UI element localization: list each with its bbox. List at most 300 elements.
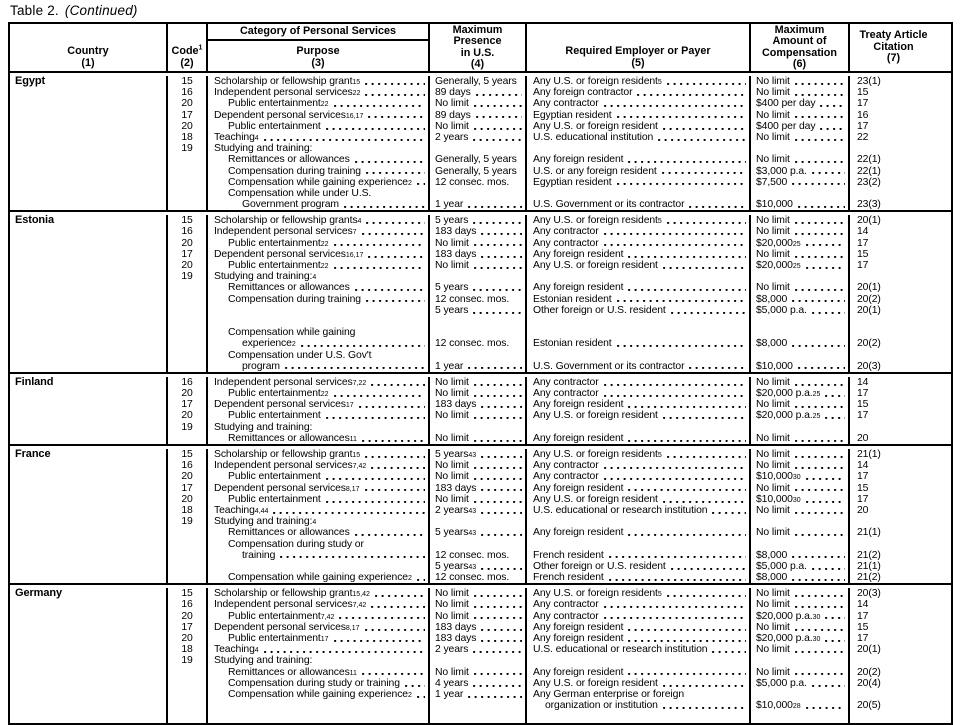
dot-leader — [628, 629, 746, 631]
cell-citation — [848, 422, 937, 433]
cell-citation: 20(1) — [848, 215, 937, 226]
cell-presence: 183 days — [428, 249, 525, 260]
cell-citation: 17 — [848, 410, 937, 421]
cell-amount — [749, 539, 848, 550]
cell-presence: 89 days — [428, 110, 525, 121]
cell-citation — [848, 689, 937, 700]
cell-citation: 20(3) — [848, 588, 937, 599]
cell-citation: 22(1) — [848, 166, 937, 177]
cell-amount: No limit — [749, 377, 848, 388]
cell-purpose: Independent personal services 7,22 — [206, 377, 428, 388]
cell-presence — [428, 350, 525, 361]
dot-leader — [820, 105, 845, 107]
cell-code: 20 — [166, 121, 206, 132]
cell-country — [10, 700, 166, 711]
cell-amount: No limit — [749, 154, 848, 165]
dot-leader — [795, 489, 845, 491]
cell-code — [166, 667, 206, 678]
dot-leader — [795, 83, 845, 85]
dot-leader — [806, 244, 845, 246]
cell-country — [10, 338, 166, 349]
dot-leader — [825, 417, 845, 419]
cell-code — [166, 199, 206, 210]
table-title — [10, 3, 138, 18]
cell-code — [166, 700, 206, 711]
cell-citation: 21(2) — [848, 572, 937, 583]
cell-presence: No limit — [428, 238, 525, 249]
dot-leader — [689, 367, 746, 369]
cell-presence — [428, 316, 525, 327]
dot-leader — [792, 556, 845, 558]
section-egypt — [10, 73, 951, 210]
cell-amount: No limit — [749, 588, 848, 599]
cell-country — [10, 561, 166, 572]
cell-amount: $10,000 28 — [749, 700, 848, 711]
cell-purpose: Studying and training: 4 — [206, 516, 428, 527]
dot-leader — [792, 300, 845, 302]
cell-purpose: Public entertainment 22 — [206, 388, 428, 399]
cell-citation: 15 — [848, 622, 937, 633]
cell-code: 17 — [166, 249, 206, 260]
cell-purpose: Public entertainment — [206, 471, 428, 482]
cell-purpose: Scholarship or fellowship grant 15,42 — [206, 588, 428, 599]
cell-country — [10, 494, 166, 505]
dot-leader — [806, 267, 845, 269]
dot-leader — [417, 183, 425, 185]
cell-country — [10, 505, 166, 516]
cell-presence — [428, 539, 525, 550]
dot-leader — [806, 707, 845, 709]
cell-presence: 183 days — [428, 633, 525, 644]
dot-leader — [663, 267, 746, 269]
dot-leader — [481, 629, 522, 631]
cell-country — [10, 399, 166, 410]
cell-presence: 5 years — [428, 282, 525, 293]
dot-leader — [795, 467, 845, 469]
cell-country — [10, 294, 166, 305]
cell-code: 19 — [166, 516, 206, 527]
cell-amount: No limit — [749, 87, 848, 98]
dot-leader — [604, 467, 746, 469]
cell-amount: $20,000 25 — [749, 238, 848, 249]
dot-leader — [474, 395, 522, 397]
dot-leader — [795, 222, 845, 224]
cell-country — [10, 166, 166, 177]
dot-leader — [365, 629, 425, 631]
cell-amount: No limit — [749, 449, 848, 460]
cell-country — [10, 539, 166, 550]
dot-leader — [473, 289, 522, 291]
cell-presence: No limit — [428, 388, 525, 399]
cell-country — [10, 282, 166, 293]
cell-presence — [428, 271, 525, 282]
dot-leader — [604, 233, 746, 235]
dot-leader — [481, 406, 522, 408]
cell-citation — [848, 271, 937, 282]
cell-amount: $8,000 — [749, 550, 848, 561]
dot-leader — [667, 456, 746, 458]
dot-leader — [366, 172, 425, 174]
cell-presence: No limit — [428, 260, 525, 271]
dot-leader — [795, 233, 845, 235]
cell-citation: 17 — [848, 121, 937, 132]
cell-employer: Any foreign contractor — [525, 87, 749, 98]
cell-country — [10, 361, 166, 372]
dot-leader — [628, 534, 746, 536]
cell-country — [10, 316, 166, 327]
cell-employer: Any foreign resident — [525, 399, 749, 410]
cell-presence — [428, 143, 525, 154]
cell-presence: 2 years — [428, 644, 525, 655]
cell-employer — [525, 316, 749, 327]
dot-leader — [481, 456, 522, 458]
dot-leader — [792, 345, 845, 347]
cell-presence: 5 years 43 — [428, 449, 525, 460]
cell-code: 18 — [166, 644, 206, 655]
dot-leader — [334, 640, 425, 642]
cell-amount: $20,000 p.a. 30 — [749, 611, 848, 622]
dot-leader — [473, 685, 522, 687]
cell-citation: 20(2) — [848, 667, 937, 678]
cell-purpose: Compensation during training — [206, 166, 428, 177]
cell-citation: 14 — [848, 599, 937, 610]
dot-leader — [344, 206, 425, 208]
cell-amount: No limit — [749, 132, 848, 143]
cell-code: 20 — [166, 611, 206, 622]
cell-employer — [525, 422, 749, 433]
cell-purpose: Independent personal services 7,42 — [206, 599, 428, 610]
dot-leader — [712, 512, 746, 514]
dot-leader — [474, 440, 522, 442]
cell-citation: 20(1) — [848, 305, 937, 316]
cell-country — [10, 572, 166, 583]
cell-country: Egypt — [15, 76, 46, 87]
cell-employer — [525, 350, 749, 361]
cell-country: Finland — [15, 376, 54, 388]
cell-country — [10, 471, 166, 482]
dot-leader — [604, 617, 746, 619]
cell-purpose: Teaching 4 — [206, 132, 428, 143]
dot-leader — [671, 568, 746, 570]
cell-citation: 20(2) — [848, 338, 937, 349]
cell-citation: 17 — [848, 260, 937, 271]
cell-employer — [525, 655, 749, 666]
dot-leader — [474, 417, 522, 419]
dot-leader — [474, 478, 522, 480]
cell-code: 19 — [166, 271, 206, 282]
dot-leader — [667, 83, 746, 85]
cell-amount: No limit — [749, 282, 848, 293]
dot-leader — [326, 128, 425, 130]
cell-amount: No limit — [749, 644, 848, 655]
dot-leader — [671, 312, 746, 314]
dot-leader — [355, 161, 425, 163]
cell-purpose: training — [206, 550, 428, 561]
treaty-exemption-table — [8, 22, 953, 725]
cell-purpose: Remittances or allowances — [206, 154, 428, 165]
cell-purpose: Compensation while gaining experience 2 — [206, 572, 428, 583]
cell-citation — [848, 327, 937, 338]
cell-country: Estonia — [15, 215, 55, 227]
cell-amount — [749, 516, 848, 527]
dot-leader — [474, 595, 522, 597]
cell-amount: $8,000 — [749, 294, 848, 305]
cell-purpose: Independent personal services 7 — [206, 226, 428, 237]
cell-country — [10, 422, 166, 433]
cell-employer: Any foreign resident — [525, 154, 749, 165]
table-title-continued: (Continued) — [64, 3, 138, 18]
cell-presence — [428, 700, 525, 711]
cell-purpose: Scholarship or fellowship grant 15 — [206, 76, 428, 87]
dot-leader — [795, 651, 845, 653]
cell-code: 17 — [166, 399, 206, 410]
cell-country — [10, 667, 166, 678]
dot-leader — [604, 384, 746, 386]
cell-amount: $5,000 p.a. — [749, 305, 848, 316]
cell-citation: 20(1) — [848, 644, 937, 655]
cell-purpose: Public entertainment — [206, 121, 428, 132]
cell-presence: 2 years — [428, 132, 525, 143]
cell-country — [10, 689, 166, 700]
section-france — [10, 444, 951, 583]
dot-leader — [468, 367, 522, 369]
cell-code — [166, 433, 206, 444]
cell-code — [166, 527, 206, 538]
cell-code — [166, 316, 206, 327]
cell-employer: U.S. Government or its contractor — [525, 361, 749, 372]
header-purpose: Category of Personal Services Purpose (3) — [206, 24, 428, 71]
cell-presence: Generally, 5 years — [428, 154, 525, 165]
cell-employer: Any contractor — [525, 460, 749, 471]
cell-purpose: Studying and training: — [206, 143, 428, 154]
cell-country — [10, 87, 166, 98]
cell-code — [166, 338, 206, 349]
cell-code: 15 — [166, 449, 206, 460]
cell-code: 17 — [166, 110, 206, 121]
cell-employer: French resident — [525, 550, 749, 561]
cell-code: 17 — [166, 622, 206, 633]
cell-purpose: Scholarship or fellowship grants 4 — [206, 215, 428, 226]
cell-amount — [749, 316, 848, 327]
cell-employer: U.S. educational or research institution — [525, 505, 749, 516]
dot-leader — [798, 206, 845, 208]
dot-leader — [362, 233, 425, 235]
cell-citation: 17 — [848, 633, 937, 644]
dot-leader — [628, 256, 746, 258]
dot-leader — [795, 256, 845, 258]
dot-leader — [481, 512, 522, 514]
dot-leader — [474, 467, 522, 469]
cell-country — [10, 388, 166, 399]
cell-employer — [525, 143, 749, 154]
cell-citation: 22(1) — [848, 154, 937, 165]
header-category-band: Category of Personal Services — [208, 24, 428, 41]
dot-leader — [339, 617, 425, 619]
cell-purpose: Teaching 4,44 — [206, 505, 428, 516]
dot-leader — [795, 161, 845, 163]
cell-purpose: Government program — [206, 199, 428, 210]
cell-country — [10, 527, 166, 538]
dot-leader — [792, 183, 845, 185]
cell-country — [10, 611, 166, 622]
cell-purpose — [206, 700, 428, 711]
cell-employer: Any U.S. or foreign resident 5 — [525, 449, 749, 460]
cell-code — [166, 539, 206, 550]
header-code: Code$^1$ (2) — [166, 24, 206, 71]
cell-employer: Any contractor — [525, 98, 749, 109]
cell-employer: U.S. Government or its contractor — [525, 199, 749, 210]
cell-employer: Any German enterprise or foreign — [525, 689, 749, 700]
dot-leader — [481, 233, 522, 235]
cell-country — [10, 410, 166, 421]
cell-amount — [749, 271, 848, 282]
cell-country — [10, 599, 166, 610]
cell-citation: 20(1) — [848, 282, 937, 293]
dot-leader — [663, 128, 746, 130]
cell-country — [10, 121, 166, 132]
dot-leader — [795, 629, 845, 631]
cell-presence: No limit — [428, 611, 525, 622]
cell-purpose: Scholarship or fellowship grant 15 — [206, 449, 428, 460]
cell-amount: No limit — [749, 226, 848, 237]
dot-leader — [628, 440, 746, 442]
cell-citation — [848, 316, 937, 327]
cell-employer: Any foreign resident — [525, 282, 749, 293]
cell-amount — [749, 143, 848, 154]
cell-country — [10, 550, 166, 561]
cell-citation — [848, 655, 937, 666]
dot-leader — [628, 673, 746, 675]
cell-citation: 23(1) — [848, 76, 937, 87]
cell-country — [10, 644, 166, 655]
table-header-row — [10, 24, 951, 73]
cell-citation — [848, 350, 937, 361]
cell-citation: 20(4) — [848, 678, 937, 689]
cell-country: Germany — [15, 588, 62, 600]
cell-employer: Any foreign resident — [525, 433, 749, 444]
cell-amount: $5,000 p.a. — [749, 561, 848, 572]
dot-leader — [362, 673, 425, 675]
cell-code — [166, 305, 206, 316]
cell-purpose: Remittances or allowances 11 — [206, 667, 428, 678]
cell-employer — [525, 271, 749, 282]
dot-leader — [795, 116, 845, 118]
cell-amount — [749, 655, 848, 666]
dot-leader — [366, 300, 425, 302]
cell-purpose — [206, 316, 428, 327]
cell-employer — [525, 516, 749, 527]
cell-citation: 16 — [848, 110, 937, 121]
cell-presence — [428, 188, 525, 199]
dot-leader — [264, 139, 425, 141]
cell-code: 16 — [166, 599, 206, 610]
cell-employer: Any U.S. or foreign resident 5 — [525, 588, 749, 599]
cell-citation — [848, 188, 937, 199]
dot-leader — [795, 595, 845, 597]
header-country: Country (1) — [67, 45, 109, 69]
cell-employer: Any foreign resident — [525, 622, 749, 633]
cell-amount: $400 per day — [749, 98, 848, 109]
cell-code: 15 — [166, 215, 206, 226]
dot-leader — [663, 685, 746, 687]
cell-purpose: Compensation under U.S. Gov't — [206, 350, 428, 361]
dot-leader — [334, 105, 425, 107]
dot-leader — [474, 384, 522, 386]
cell-code: 16 — [166, 460, 206, 471]
cell-purpose: Compensation during training — [206, 294, 428, 305]
cell-presence: 5 years — [428, 305, 525, 316]
cell-code: 18 — [166, 132, 206, 143]
cell-employer: Any foreign resident — [525, 667, 749, 678]
dot-leader — [617, 183, 746, 185]
dot-leader — [359, 406, 425, 408]
dot-leader — [795, 94, 845, 96]
cell-presence: 1 year — [428, 689, 525, 700]
dot-leader — [795, 406, 845, 408]
dot-leader — [417, 579, 425, 581]
cell-citation: 17 — [848, 611, 937, 622]
cell-country: France — [15, 449, 51, 460]
dot-leader — [825, 395, 845, 397]
cell-employer: organization or institution — [525, 700, 749, 711]
dot-leader — [604, 606, 746, 608]
cell-presence: No limit — [428, 433, 525, 444]
cell-country — [10, 327, 166, 338]
section-germany — [10, 583, 951, 722]
cell-code — [166, 561, 206, 572]
dot-leader — [417, 696, 425, 698]
dot-leader — [375, 595, 425, 597]
dot-leader — [371, 467, 425, 469]
cell-employer: Estonian resident — [525, 294, 749, 305]
cell-purpose: Public entertainment 22 — [206, 260, 428, 271]
cell-employer: Any U.S. or foreign resident 5 — [525, 215, 749, 226]
cell-country — [10, 305, 166, 316]
cell-amount: $20,000 25 — [749, 260, 848, 271]
dot-leader — [365, 94, 425, 96]
cell-employer: Egyptian resident — [525, 177, 749, 188]
header-treaty: Treaty Article Citation (7) — [848, 24, 937, 71]
dot-leader — [334, 267, 425, 269]
cell-presence: No limit — [428, 377, 525, 388]
cell-employer: Any U.S. or foreign resident — [525, 410, 749, 421]
dot-leader — [280, 556, 425, 558]
table-title-prefix: Table 2. — [10, 3, 59, 18]
dot-leader — [362, 440, 425, 442]
cell-citation: 21(1) — [848, 561, 937, 572]
dot-leader — [473, 312, 522, 314]
cell-presence — [428, 655, 525, 666]
dot-leader — [795, 512, 845, 514]
dot-leader — [663, 501, 746, 503]
cell-presence: 1 year — [428, 361, 525, 372]
cell-country — [10, 98, 166, 109]
dot-leader — [476, 116, 522, 118]
cell-amount: $10,000 — [749, 361, 848, 372]
cell-purpose: program — [206, 361, 428, 372]
cell-code — [166, 678, 206, 689]
cell-presence: 5 years — [428, 215, 525, 226]
cell-presence — [428, 422, 525, 433]
cell-code — [166, 177, 206, 188]
cell-presence: No limit — [428, 410, 525, 421]
dot-leader — [820, 128, 845, 130]
cell-amount: $10,000 30 — [749, 471, 848, 482]
dot-leader — [481, 534, 522, 536]
cell-presence: 5 years 43 — [428, 527, 525, 538]
dot-leader — [473, 651, 522, 653]
cell-presence: 183 days — [428, 399, 525, 410]
